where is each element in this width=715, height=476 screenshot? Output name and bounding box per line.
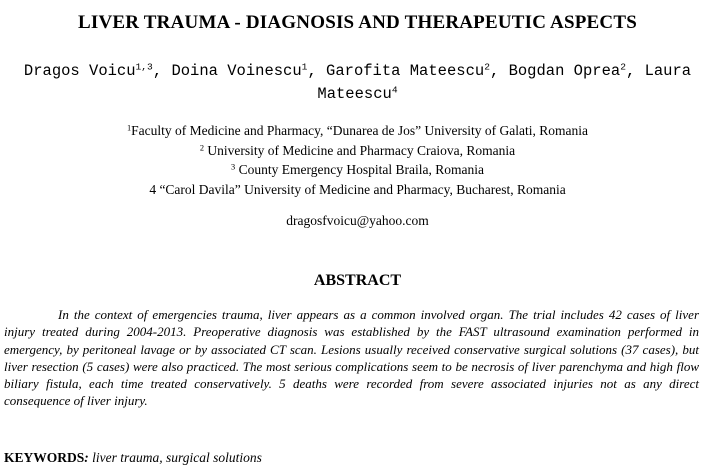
affiliation-line: 4 “Carol Davila” University of Medicine and Pharmacy, Bucharest, Romania — [149, 181, 566, 197]
author-affiliation-marker: 2 — [484, 61, 490, 73]
keywords-colon: : — [84, 450, 89, 465]
affiliation-number: 1 — [126, 123, 132, 133]
paper-title: LIVER TRAUMA - DIAGNOSIS AND THERAPEUTIC ASPECTS — [78, 12, 637, 33]
author: Garofita Mateescu$^2$, — [326, 61, 509, 80]
keywords-label: KEYWORDS — [4, 450, 85, 465]
affiliation-line: $^1$Faculty of Medicine and Pharmacy, “Dunarea de Jos” University of Galati, Romania — [126, 123, 589, 138]
abstract-text: In the context of emergencies trauma, liver appears as a common involved organ. The trial includes 42 cases of liver injury treated during 2004-2013. Preoperative diagnosis was established by the FAST ultrasound examination performed in emergency, by peritoneal lavage or by associated CT scan. Lesions usually received conservative surgical solutions (37 cases), but liver resection (5 cases) were also practiced. The most serious complications seem to be necrosis of liver parenchyma and high flow biliary fistula, each time treated conservatively. 5 deaths were recorded from severe associated injuries not as any direct consequence of liver injury. — [4, 307, 699, 409]
affiliation-list — [0, 121, 715, 199]
author-affiliation-marker: 1,3 — [135, 61, 153, 73]
keywords-values: liver trauma, surgical solutions — [88, 450, 262, 465]
affiliation-number: 2 — [199, 142, 204, 152]
author: Bogdan Oprea$^2$, — [508, 61, 645, 80]
author: Doina Voinescu$^1$, — [171, 61, 327, 80]
author-affiliation-marker: 2 — [620, 61, 626, 73]
abstract-heading: ABSTRACT — [313, 272, 402, 289]
affiliation-number: 3 — [231, 162, 236, 172]
author-affiliation-marker: 4 — [391, 84, 398, 96]
author: Dragos Voicu$^{1,3}$, — [23, 61, 172, 80]
affiliation-line: $^3$ County Emergency Hospital Braila, Romania — [231, 162, 484, 177]
contact-email[interactable]: dragosfvoicu@yahoo.com — [286, 213, 429, 228]
author-affiliation-marker: 1 — [301, 61, 308, 73]
keywords-line — [4, 450, 704, 466]
author-list — [20, 60, 695, 106]
author: Laura Mateescu$^4$ — [317, 62, 692, 103]
affiliation-line: $^2$ University of Medicine and Pharmacy Craiova, Romania — [199, 142, 516, 158]
